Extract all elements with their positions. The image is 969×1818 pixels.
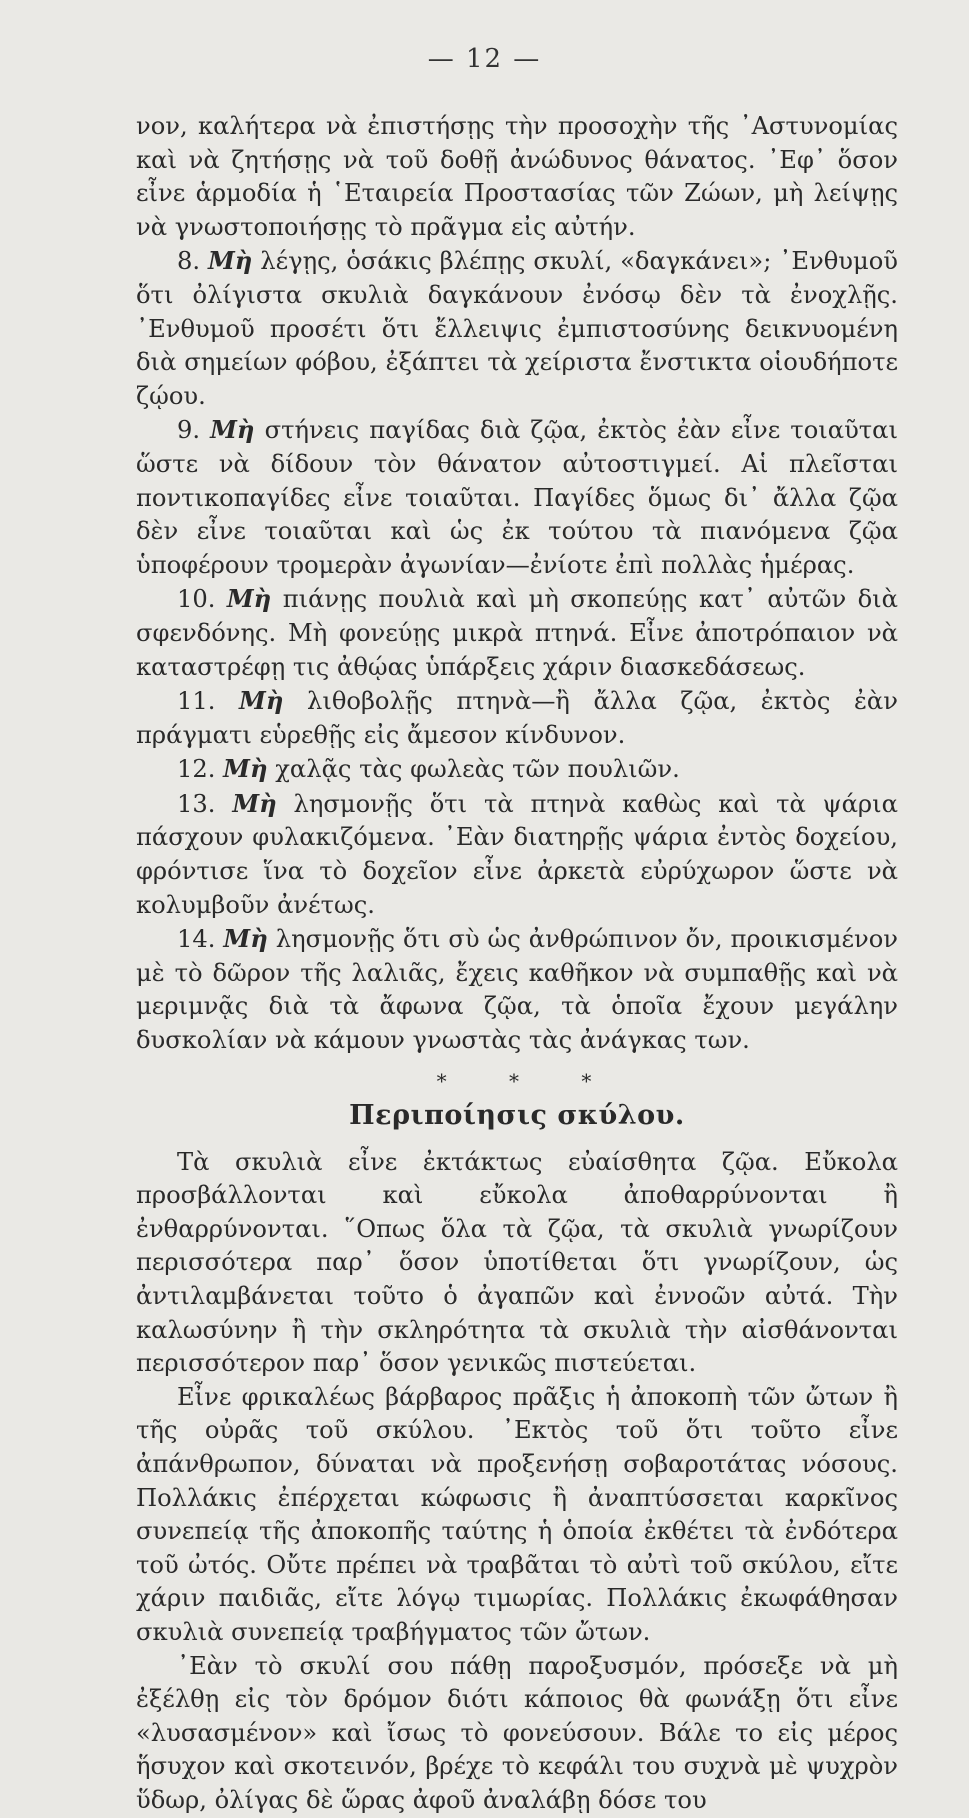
item-text: λησμονῇς ὅτι σὺ ὡς ἀνθρώπινον ὄν, προικισμένον μὲ τὸ δῶρον τῆς λαλιᾶς, ἔχεις καθῆκον νὰ συμπαθῇς καὶ νὰ μεριμνᾷς διὰ τὰ ἄφωνα ζῷα, τὰ ὁποῖα ἔχουν μεγάλην δυσκολίαν νὰ κάμουν γνωστὰς τὰς ἀνάγκας των. <box>136 925 898 1055</box>
item-text: λησμονῇς ὅτι τὰ πτηνὰ καθὼς καὶ τὰ ψάρια πάσχουν φυλακιζόμενα. ᾽Εὰν διατηρῇς ψάρια ἐντὸς δοχείου, φρόντισε ἵνα τὸ δοχεῖον εἶνε ἀρκετὰ εὐρύχωρον ὥστε νὰ κολυμβοῦν ἀνέτως. <box>136 789 898 919</box>
item-text: χαλᾷς τὰς φωλεὰς τῶν πουλιῶν. <box>275 755 680 784</box>
section-separator: * * * <box>436 1068 620 1093</box>
rule-item-14 <box>136 922 898 1057</box>
rule-item-8 <box>136 244 898 413</box>
item-number: 14. <box>177 925 216 954</box>
section-paragraph: Εἶνε φρικαλέως βάρβαρος πρᾶξις ἡ ἀποκοπὴ τῶν ὤτων ἢ τῆς οὐρᾶς τοῦ σκύλου. ᾽Εκτὸς τοῦ ὅτι τοῦτο εἶνε ἀπάνθρωπον, δύναται νὰ προξενήσῃ σοβαροτάτας νόσους. Πολλάκις ἐπέρχεται κώφωσις ἢ ἀναπτύσσεται καρκῖνος συνεπείᾳ τῆς ἀποκοπῆς ταύτης ἡ ὁποία ἐκθέτει τὰ ἐνδότερα τοῦ ὠτός. Οὔτε πρέπει νὰ τραβᾶται τὸ αὐτὶ τοῦ σκύλου, εἴτε χάριν παιδιᾶς, εἴτε λόγῳ τιμωρίας. Πολλάκις ἐκωφάθησαν σκυλιὰ συνεπείᾳ τραβήγματος τῶν ὤτων. <box>136 1382 898 1646</box>
item-lead-word: Μὴ <box>226 584 272 614</box>
section-paragraph: ᾽Εὰν τὸ σκυλί σου πάθῃ παροξυσμόν, πρόσεξε νὰ μὴ ἐξέλθῃ εἰς τὸν δρόμον διότι κάποιος θὰ φωνάξῃ ὅτι εἶνε «λυσασμένον» καὶ ἴσως τὸ φονεύσουν. Βάλε το εἰς μέρος ἥσυχον καὶ σκοτεινόν, βρέχε τὸ κεφάλι του συχνὰ μὲ ψυχρὸν ὕδωρ, ὀλίγας δὲ ὥρας ἀφοῦ ἀναλάβῃ δόσε του <box>136 1651 898 1814</box>
item-number: 13. <box>177 789 216 818</box>
item-text: πιάνῃς πουλιὰ καὶ μὴ σκοπεύῃς κατ᾽ αὐτῶν διὰ σφενδόνης. Μὴ φονεύῃς μικρὰ πτηνά. Εἶνε ἀποτρόπαιον νὰ καταστρέφῃ τις ἀθῴας ὑπάρξεις χάριν διασκεδάσεως. <box>136 585 898 681</box>
item-lead-word: Μὴ <box>239 686 284 716</box>
page-number: — 12 — <box>427 44 542 74</box>
item-number: 8. <box>177 247 201 276</box>
rule-item-9 <box>136 413 898 582</box>
item-lead-word: Μὴ <box>207 246 253 276</box>
item-lead-word: Μὴ <box>223 754 268 784</box>
page-text <box>136 110 898 1818</box>
item-text: λέγῃς, ὁσάκις βλέπῃς σκυλί, «δαγκάνει»; ᾽Ενθυμοῦ ὅτι ὀλίγιστα σκυλιὰ δαγκάνουν ἐνόσῳ δὲν τὰ ἐνοχλῇς. ᾽Ενθυμοῦ προσέτι ὅτι ἔλλειψις ἐμπιστοσύνης δεικνυομένη διὰ σημείων φόβου, ἐξάπτει τὰ χείριστα ἔνστικτα οἱουδήποτε ζῴου. <box>136 247 898 410</box>
rule-item-13 <box>136 787 898 922</box>
item-text: λιθοβολῇς πτηνὰ—ἢ ἄλλα ζῷα, ἐκτὸς ἐὰν πράγματι εὑρεθῇς εἰς ἄμεσον κίνδυνον. <box>136 687 898 749</box>
section-heading: Περιποίησις σκύλου. <box>349 1099 685 1131</box>
rule-item-10 <box>136 582 898 684</box>
section-paragraph: Τὰ σκυλιὰ εἶνε ἐκτάκτως εὐαίσθητα ζῷα. Εὔκολα προσβάλλονται καὶ εὔκολα ἀποθαρρύνονται ἢ ἐνθαρρύνονται. ῞Οπως ὅλα τὰ ζῷα, τὰ σκυλιὰ γνωρίζουν περισσότερα παρ᾽ ὅσον ὑποτίθεται ὅτι γνωρίζουν, ὡς ἀντιλαμβάνεται τοῦτο ὁ ἀγαπῶν καὶ ἐννοῶν αὐτά. Τὴν καλωσύνην ἢ τὴν σκληρότητα τὰ σκυλιὰ τὴν αἰσθάνονται περισσότερον παρ᾽ ὅσον γενικῶς πιστεύεται. <box>136 1147 898 1378</box>
item-lead-word: Μὴ <box>210 415 255 445</box>
rule-item-12 <box>136 752 898 787</box>
item-lead-word: Μὴ <box>232 788 277 818</box>
item-number: 12. <box>177 755 216 784</box>
item-text: στήνεις παγίδας διὰ ζῷα, ἐκτὸς ἐὰν εἶνε τοιαῦται ὥστε νὰ δίδουν τὸν θάνατον αὐτοστιγμεί. Αἱ πλεῖσται ποντικοπαγίδες εἶνε τοιαῦται. Παγίδες ὅμως δι᾽ ἄλλα ζῷα δὲν εἶνε τοιαῦται καὶ ὡς ἐκ τούτου τὰ πιανόμενα ζῷα ὑποφέρουν τρομερὰν ἀγωνίαν—ἐνίοτε ἐπὶ πολλὰς ἡμέρας. <box>136 416 898 579</box>
item-number: 9. <box>177 416 201 445</box>
item-number: 11. <box>177 687 216 716</box>
item-lead-word: Μὴ <box>223 924 268 954</box>
item-number: 10. <box>177 585 216 614</box>
paragraph-continued: νον, καλήτερα νὰ ἐπιστήσῃς τὴν προσοχὴν τῆς ᾽Αστυνομίας καὶ νὰ ζητήσῃς νὰ τοῦ δοθῇ ἀνώδυνος θάνατος. ᾽Εφ᾽ ὅσον εἶνε ἁρμοδία ἡ ῾Εταιρεία Προστασίας τῶν Ζώων, μὴ λείψῃς νὰ γνωστοποιήσῃς τὸ πρᾶγμα εἰς αὐτήν. <box>136 112 898 241</box>
rule-item-11 <box>136 684 898 752</box>
